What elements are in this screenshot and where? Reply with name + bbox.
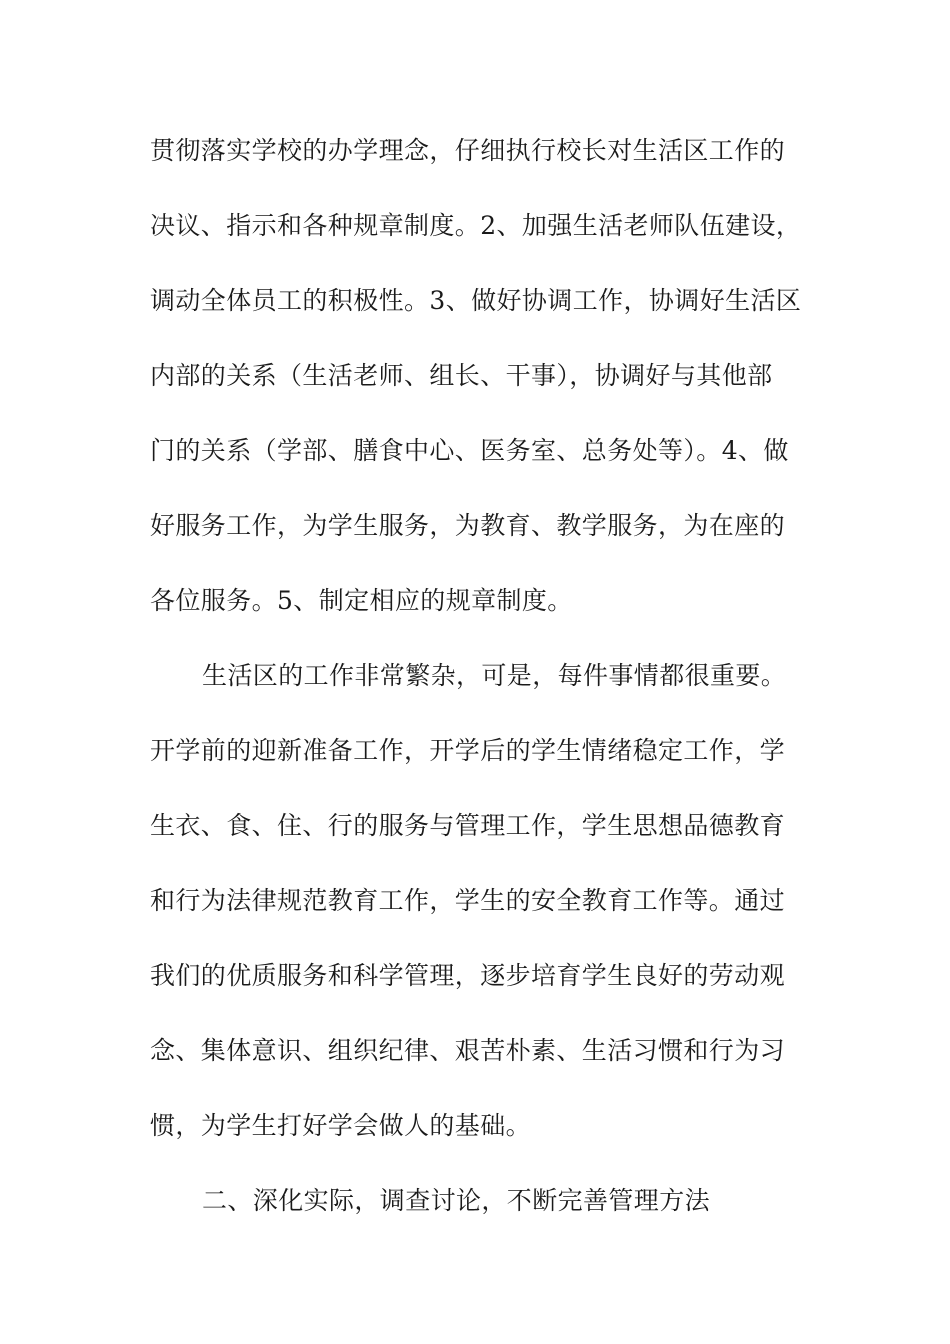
paragraph-line: 和行为法律规范教育工作，学生的安全教育工作等。通过 bbox=[150, 886, 786, 915]
section-heading: 二、深化实际，调查讨论，不断完善管理方法 bbox=[202, 1186, 711, 1215]
paragraph-line: 我们的优质服务和科学管理，逐步培育学生良好的劳动观 bbox=[150, 961, 786, 990]
paragraph-line: 各位服务。5、制定相应的规章制度。 bbox=[150, 586, 573, 615]
paragraph-line: 门的关系（学部、膳食中心、医务室、总务处等）。4、做 bbox=[150, 436, 789, 465]
paragraph-line: 贯彻落实学校的办学理念，仔细执行校长对生活区工作的 bbox=[150, 136, 786, 165]
paragraph-first-line: 生活区的工作非常繁杂，可是，每件事情都很重要。 bbox=[202, 661, 787, 690]
paragraph-line: 调动全体员工的积极性。3、做好协调工作，协调好生活区 bbox=[150, 286, 802, 315]
paragraph-line: 好服务工作，为学生服务，为教育、教学服务，为在座的 bbox=[150, 511, 786, 540]
paragraph-line: 内部的关系（生活老师、组长、干事），协调好与其他部 bbox=[150, 361, 773, 390]
paragraph-line: 开学前的迎新准备工作，开学后的学生情绪稳定工作，学 bbox=[150, 736, 786, 765]
paragraph-line: 念、集体意识、组织纪律、艰苦朴素、生活习惯和行为习 bbox=[150, 1036, 786, 1065]
paragraph-line: 生衣、食、住、行的服务与管理工作，学生思想品德教育 bbox=[150, 811, 786, 840]
paragraph-line: 惯，为学生打好学会做人的基础。 bbox=[150, 1111, 532, 1140]
paragraph-line: 决议、指示和各种规章制度。2、加强生活老师队伍建设， bbox=[150, 211, 802, 240]
